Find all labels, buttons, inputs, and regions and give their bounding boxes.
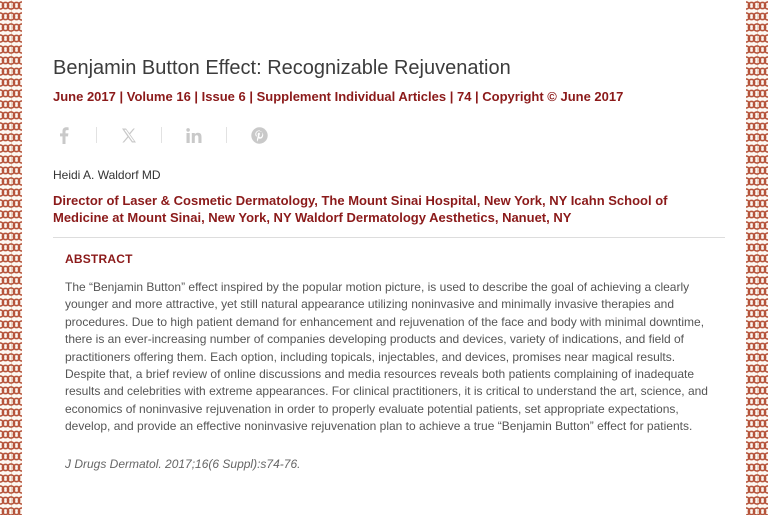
linkedin-icon[interactable] (183, 124, 205, 146)
pinterest-icon[interactable] (248, 124, 270, 146)
decorative-border-right (746, 0, 768, 515)
section-divider (53, 237, 725, 238)
share-separator (226, 127, 227, 143)
author-name: Heidi A. Waldorf MD (53, 168, 161, 182)
article-meta: June 2017 | Volume 16 | Issue 6 | Supplement Individual Articles | 74 | Copyright © June 2017 (53, 89, 624, 104)
abstract-text: The “Benjamin Button” effect inspired by the popular motion picture, is used to describe the goal of achieving a clearly younger and more attractive, yet still natural appearance utilizing noninvasive and minimally invasive therapies and procedures. Due to high patient demand for enhancement and rejuvenation of the face and body with minimal downtime, there is an ever-increasing number of companies developing products and devices, variety of indications, and field of practitioners offering them. Each option, including topicals, injectables, and devices, promises near magical results. Despite that, a brief review of online discussions and media resources reveals both patients complaining of inadequate results and celebrities with extreme appearances. For clinical practitioners, it is critical to understand the art, science, and economics of noninvasive rejuvenation in order to properly evaluate potential patients, set appropriate expectations, develop, and provide an effective noninvasive rejuvenation plan to achieve a true “Benjamin Button” effect for patients. (65, 280, 708, 434)
share-separator (161, 127, 162, 143)
citation: J Drugs Dermatol. 2017;16(6 Suppl):s74-76. (65, 457, 301, 471)
abstract-heading: ABSTRACT (65, 252, 133, 266)
facebook-icon[interactable] (53, 124, 75, 146)
share-bar (53, 124, 270, 146)
x-icon[interactable] (118, 124, 140, 146)
article-title: Benjamin Button Effect: Recognizable Rejuvenation (53, 57, 511, 79)
decorative-border-left (0, 0, 22, 515)
author-affiliation: Director of Laser & Cosmetic Dermatology, The Mount Sinai Hospital, New York, NY Icahn School of Medicine at Mount Sinai, New York, NY Waldorf Dermatology Aesthetics, Nanuet, NY (53, 193, 668, 225)
share-separator (96, 127, 97, 143)
